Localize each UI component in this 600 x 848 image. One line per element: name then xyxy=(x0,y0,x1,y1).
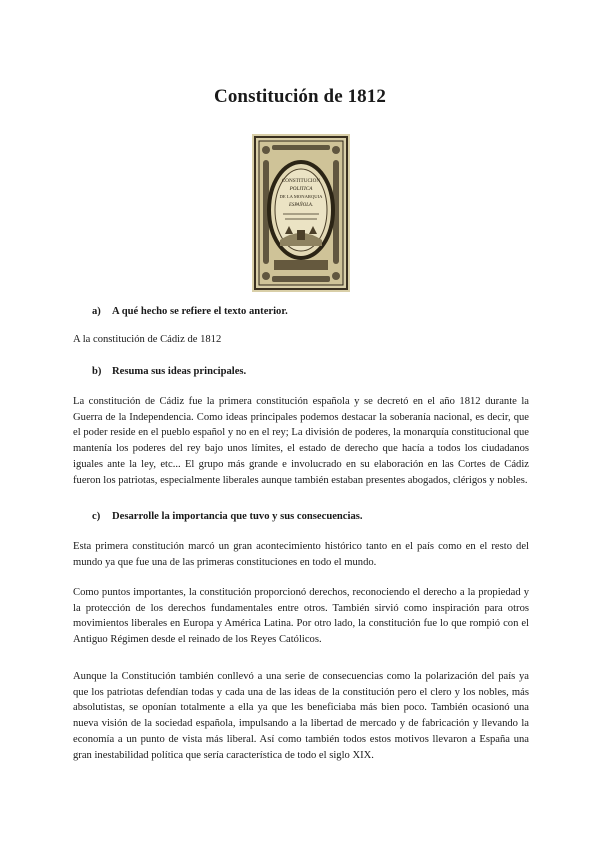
answer-c-paragraph-1: Esta primera constitución marcó un gran acontecimiento histórico tanto en el país como en el resto del mundo ya que fue una de las primeras constituciones en todo el mundo. xyxy=(73,541,529,568)
answer-b: La constitución de Cádiz fue la primera constitución española y se decretó en el año 1812 durante la Guerra de la Independencia. Como ideas principales podemos destacar la soberanía nacional, es decir, que el poder reside en el pueblo español y no en el rey; La división de poderes, la monarquía constitucional que mantenía los poderes del rey bajo unos límites, el estado de derecho que hacía a todos los ciudadanos iguales ante la ley, etc... El grupo más grande e involucrado en su elaboración en las Cortes de Cádiz fueron los patriotas, especialmente liberales aunque también estaban presentes abogados, clérigos y nobles. xyxy=(73,396,529,486)
question-a xyxy=(92,306,288,317)
question-c xyxy=(92,511,363,522)
svg-text:POLITICA: POLITICA xyxy=(289,186,313,192)
svg-text:ESPAÑOLA.: ESPAÑOLA. xyxy=(288,203,314,208)
question-letter: c) xyxy=(92,511,101,522)
question-text: Desarrolle la importancia que tuvo y sus consecuencias. xyxy=(112,511,363,522)
answer-c-paragraph-2: Como puntos importantes, la constitución proporcionó derechos, reconociendo el derecho a la propiedad y la protección de los derechos fundamentales entre otros. También sirvió como inspiración para otros movimientos liberales en Europa y América Latina. Por otro lado, la constitución fue lo que rompió con el Antiguo Régimen desde el reinado de los Reyes Católicos. xyxy=(73,587,529,646)
answer-a: A la constitución de Cádiz de 1812 xyxy=(73,334,222,345)
book-cover-engraving-icon xyxy=(252,134,350,292)
question-text: A qué hecho se refiere el texto anterior. xyxy=(112,306,288,317)
question-b xyxy=(92,366,246,377)
page-title: Constitución de 1812 xyxy=(214,86,386,107)
question-letter: b) xyxy=(92,366,102,377)
question-letter: a) xyxy=(92,306,101,317)
answer-c-paragraph-3: Aunque la Constitución también conllevó a una serie de consecuencias como la polarización del país ya que los patriotas defendían todas y cada una de las ideas de la constitución pero el clero y los nobles, más absolutistas, se oponían totalmente a ella ya que les beneficiaba más bien poco. También ocasionó una nueva visión de la sociedad española, impulsando a la libertad de mercado y de fabricación y llevando la economía a un punto de vista más liberal. Así como también todos estos motivos llevaron a España una gran inestabilidad política que sería característica de todo el siglo XIX. xyxy=(73,671,529,761)
svg-text:CONSTITUCION: CONSTITUCION xyxy=(281,178,321,184)
svg-text:DE LA MONARQUIA: DE LA MONARQUIA xyxy=(279,194,323,199)
question-text: Resuma sus ideas principales. xyxy=(112,366,247,377)
